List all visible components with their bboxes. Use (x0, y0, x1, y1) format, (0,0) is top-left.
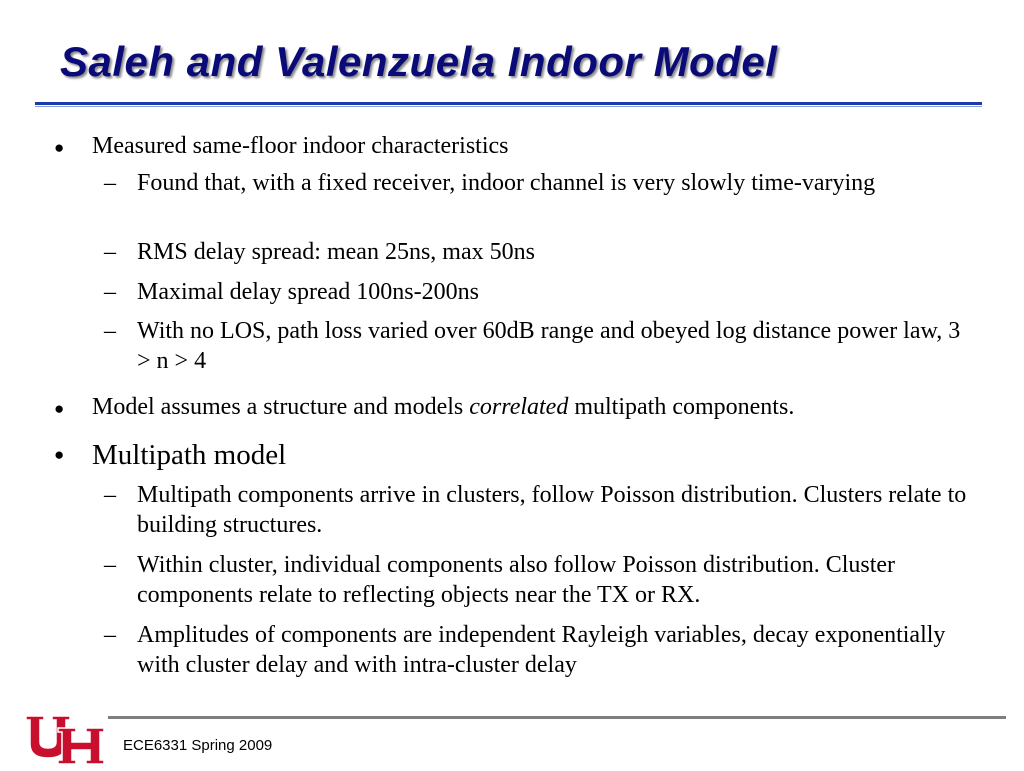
sub-bullet-text: Maximal delay spread 100ns-200ns (137, 279, 479, 305)
sub-bullet-dash: – (104, 170, 116, 196)
sub-bullet-text: Multipath components arrive in clusters, follow Poisson distribution. Clusters relate to building structures. (137, 482, 967, 538)
bullet-text-post: multipath components. (568, 394, 795, 420)
bullet-text: Measured same-floor indoor characteristics (92, 133, 509, 159)
uh-logo-icon (24, 714, 104, 771)
sub-bullet-dash: – (104, 622, 116, 648)
bullet-text (92, 392, 794, 422)
bullet-marker: ● (54, 445, 65, 464)
footer-rule (108, 716, 1006, 719)
bullet-marker: ● (54, 138, 65, 157)
sub-bullet-text: Amplitudes of components are independent Rayleigh variables, decay exponentially with cluster delay and with intra-cluster delay (137, 622, 946, 678)
bullet-text: Multipath model (92, 439, 287, 471)
sub-bullet-text: RMS delay spread: mean 25ns, max 50ns (137, 239, 535, 265)
sub-bullet-dash: – (104, 279, 116, 305)
bullet-text-emphasis: correlated (469, 394, 569, 420)
bullet-marker: ● (54, 399, 65, 418)
sub-bullet-text: With no LOS, path loss varied over 60dB range and obeyed log distance power law, 3 > n > 4 (137, 318, 961, 374)
footer-course-label: ECE6331 Spring 2009 (123, 737, 273, 754)
sub-bullet-text: Found that, with a fixed receiver, indoor channel is very slowly time-varying (137, 170, 876, 196)
slide-title: Saleh and Valenzuela Indoor Model (60, 38, 778, 85)
sub-bullet-dash: – (104, 239, 116, 265)
sub-bullet-text: Within cluster, individual components also follow Poisson distribution. Cluster components relate to reflecting objects near the TX or RX. (137, 552, 896, 608)
sub-bullet-dash: – (104, 318, 116, 344)
sub-bullet-dash: – (104, 482, 116, 508)
sub-bullet-dash: – (104, 552, 116, 578)
bullet-text-pre: Model assumes a structure and models (92, 394, 470, 420)
